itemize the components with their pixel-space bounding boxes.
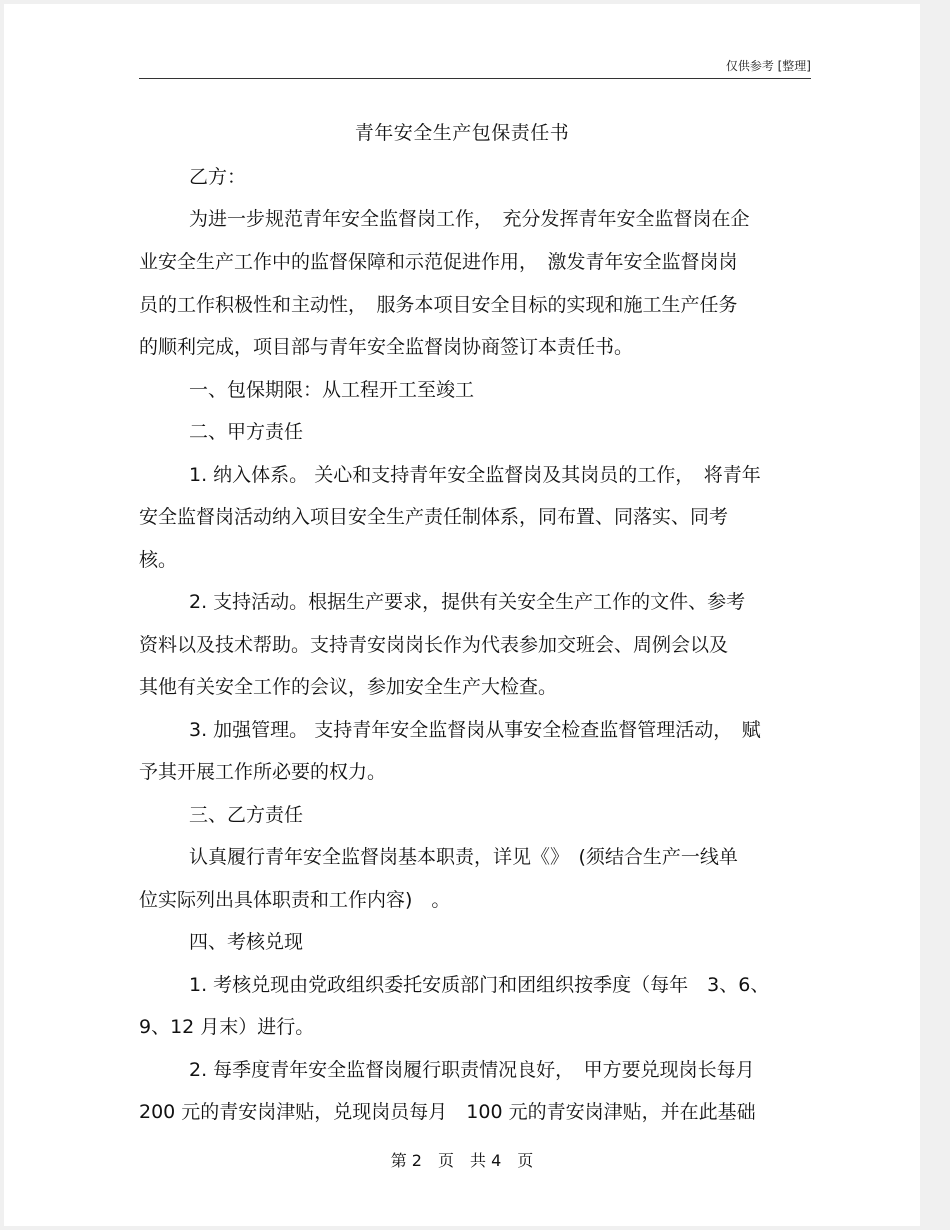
line-item-4-1-b: 9、12 月末）进行。 [139, 1016, 315, 1038]
line-section-2: 二、甲方责任 [189, 421, 304, 443]
document-page [4, 4, 920, 1226]
line-item-2-3-a: 3. 加强管理。 支持青年安全监督岗从事安全检查监督管理活动， 赋 [189, 719, 761, 741]
line-item-4-2-a: 2. 每季度青年安全监督岗履行职责情况良好， 甲方要兑现岗长每月 [189, 1059, 755, 1081]
line-intro-1: 为进一步规范青年安全监督岗工作， 充分发挥青年安全监督岗在企 [189, 208, 750, 230]
line-item-2-2-c: 其他有关安全工作的会议，参加安全生产大检查。 [139, 676, 558, 698]
page-footer [4, 1148, 920, 1171]
line-section-3-b: 位实际列出具体职责和工作内容) 。 [139, 889, 451, 911]
line-item-2-2-a: 2. 支持活动。根据生产要求，提供有关安全生产工作的文件、参考 [189, 591, 746, 613]
document-title: 青年安全生产包保责任书 [354, 122, 570, 144]
line-intro-2: 业安全生产工作中的监督保障和示范促进作用， 激发青年安全监督岗岗 [139, 251, 738, 273]
line-section-4: 四、考核兑现 [189, 931, 304, 953]
line-item-2-1-c: 核。 [139, 549, 178, 571]
header-text: 仅供参考 [整理] [725, 59, 811, 73]
line-item-2-3-b: 予其开展工作所必要的权力。 [139, 761, 387, 783]
line-intro-4: 的顺利完成，项目部与青年安全监督岗协商签订本责任书。 [139, 336, 634, 358]
line-item-2-2-b: 资料以及技术帮助。支持青安岗岗长作为代表参加交班会、周例会以及 [139, 634, 729, 656]
line-section-1: 一、包保期限：从工程开工至竣工 [189, 379, 475, 401]
line-party-b: 乙方： [189, 166, 247, 188]
page-number-text: 第 2 页 共 4 页 [390, 1151, 534, 1170]
line-intro-3: 员的工作积极性和主动性， 服务本项目安全目标的实现和施工生产任务 [139, 294, 738, 316]
line-item-4-2-b: 200 元的青安岗津贴，兑现岗员每月 100 元的青安岗津贴，并在此基础 [139, 1101, 756, 1123]
page-header [139, 58, 811, 79]
line-item-4-1-a: 1. 考核兑现由党政组织委托安质部门和团组织按季度（每年 3、6、 [189, 974, 770, 996]
line-item-2-1-a: 1. 纳入体系。 关心和支持青年安全监督岗及其岗员的工作， 将青年 [189, 464, 761, 486]
line-item-2-1-b: 安全监督岗活动纳入项目安全生产责任制体系，同布置、同落实、同考 [139, 506, 729, 528]
line-section-3-a: 认真履行青年安全监督岗基本职责，详见《》 (须结合生产一线单 [189, 846, 738, 868]
line-section-3: 三、乙方责任 [189, 804, 304, 826]
